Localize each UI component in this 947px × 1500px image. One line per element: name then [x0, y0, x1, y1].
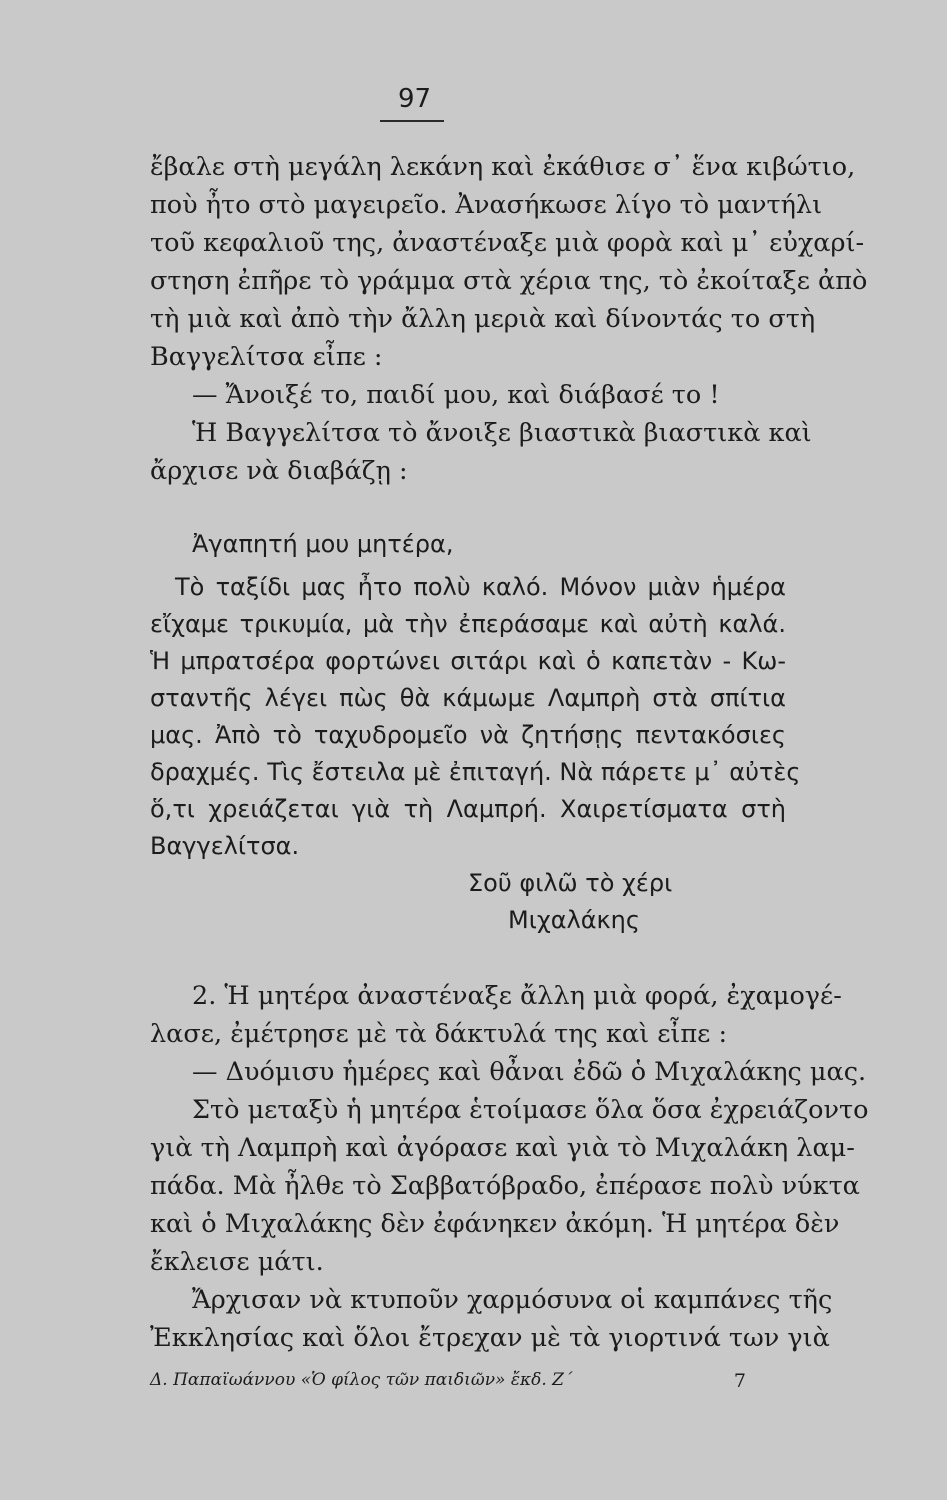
- text-line: ποὺ ἦτο στὸ μαγειρεῖο. Ἀνασήκωσε λίγο τὸ μαντήλι: [150, 190, 823, 220]
- text-line: λασε, ἐμέτρησε μὲ τὰ δάκτυλά της καὶ εἶπε :: [150, 1019, 728, 1049]
- text-line: γιὰ τὴ Λαμπρὴ καὶ ἀγόρασε καὶ γιὰ τὸ Μιχαλάκη λαμ-: [150, 1133, 855, 1163]
- sheet-number: 7: [733, 1370, 746, 1392]
- paragraph-first-line: Ἄρχισαν νὰ κτυποῦν χαρμόσυνα οἱ καμπάνες τῆς: [192, 1285, 833, 1315]
- letter-line: Τὸ ταξίδι μας ἦτο πολὺ καλό. Μόνον μιὰν ἡμέρα: [175, 573, 786, 601]
- paragraph-first-line: Ἡ Βαγγελίτσα τὸ ἄνοιξε βιαστικὰ βιαστικὰ καὶ: [192, 418, 812, 448]
- text-line: ἄρχισε νὰ διαβάζῃ :: [150, 456, 408, 486]
- printer-signature: Δ. Παπαϊωάννου «Ὁ φίλος τῶν παιδιῶν» ἔκδ. Ζ΄: [150, 1370, 573, 1390]
- dialogue-line: — Ἄνοιξέ το, παιδί μου, καὶ διάβασέ το !: [192, 380, 720, 410]
- text-line: Ἐκκλησίας καὶ ὅλοι ἔτρεχαν μὲ τὰ γιορτινά των γιὰ: [150, 1323, 830, 1353]
- letter-line: Ἡ μπρατσέρα φορτώνει σιτάρι καὶ ὁ καπετὰν - Κω-: [150, 647, 786, 675]
- section-first-line: 2. Ἡ μητέρα ἀναστέναξε ἄλλη μιὰ φορά, ἐχαμογέ-: [192, 981, 842, 1011]
- page-number-rule: [380, 120, 444, 122]
- paragraph-first-line: Στὸ μεταξὺ ἡ μητέρα ἑτοίμασε ὅλα ὅσα ἐχρειάζοντο: [192, 1095, 869, 1125]
- letter-line: εἴχαμε τρικυμία, μὰ τὴν ἐπεράσαμε καὶ αὐτὴ καλά.: [150, 610, 786, 638]
- letter-salutation: Ἀγαπητή μου μητέρα,: [192, 530, 454, 558]
- text-line: ἔκλεισε μάτι.: [150, 1247, 324, 1277]
- dialogue-line: — Δυόμισυ ἡμέρες καὶ θἆναι ἐδῶ ὁ Μιχαλάκης μας.: [192, 1057, 867, 1087]
- page-number: 97: [398, 84, 432, 114]
- text-line: τοῦ κεφαλιοῦ της, ἀναστέναξε μιὰ φορὰ καὶ μ᾿ εὐχαρί-: [150, 228, 865, 258]
- text-line: καὶ ὁ Μιχαλάκης δὲν ἐφάνηκεν ἀκόμη. Ἡ μητέρα δὲν: [150, 1209, 840, 1239]
- letter-line: ὅ,τι χρειάζεται γιὰ τὴ Λαμπρή. Χαιρετίσματα στὴ: [150, 795, 786, 823]
- text-line: στηση ἐπῆρε τὸ γράμμα στὰ χέρια της, τὸ ἐκοίταξε ἀπὸ: [150, 266, 868, 296]
- letter-closing: Σοῦ φιλῶ τὸ χέρι: [468, 869, 673, 897]
- letter-line: δραχμές. Τὶς ἔστειλα μὲ ἐπιταγή. Νὰ πάρετε μ᾿ αὐτὲς: [150, 758, 801, 786]
- letter-signature: Μιχαλάκης: [508, 906, 640, 934]
- letter-line: σταντῆς λέγει πὼς θὰ κάμωμε Λαμπρὴ στὰ σπίτια: [150, 684, 786, 712]
- text-line: ἔβαλε στὴ μεγάλη λεκάνη καὶ ἐκάθισε σ᾿ ἕνα κιβώτιο,: [150, 152, 856, 182]
- text-line: τὴ μιὰ καὶ ἀπὸ τὴν ἄλλη μεριὰ καὶ δίνοντάς το στὴ: [150, 304, 816, 334]
- text-line: πάδα. Μὰ ἦλθε τὸ Σαββατόβραδο, ἐπέρασε πολὺ νύκτα: [150, 1171, 860, 1201]
- text-line: Βαγγελίτσα εἶπε :: [150, 342, 383, 372]
- letter-line: Βαγγελίτσα.: [150, 832, 300, 860]
- letter-line: μας. Ἀπὸ τὸ ταχυδρομεῖο νὰ ζητήσῃς πεντακόσιες: [150, 721, 786, 749]
